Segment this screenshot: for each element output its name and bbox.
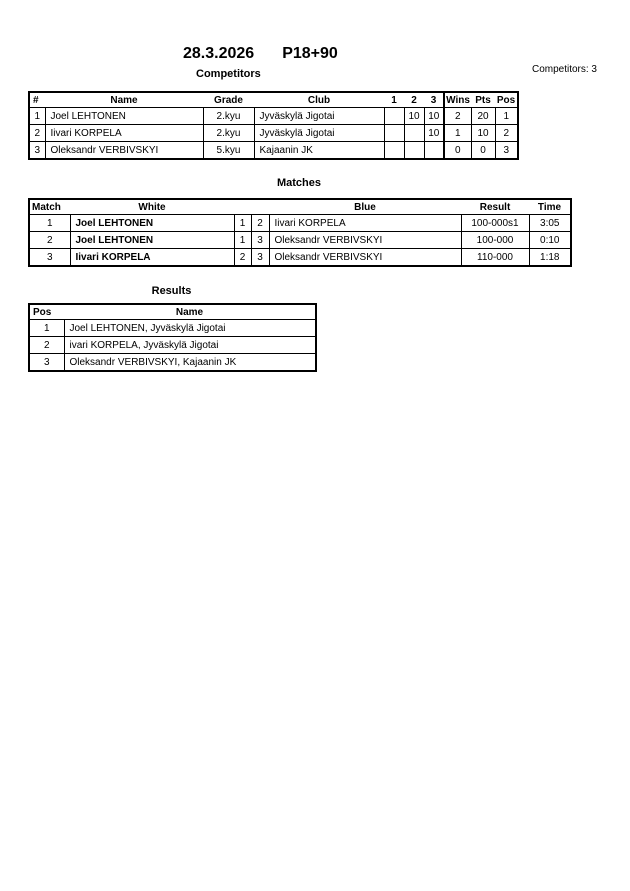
table-row xyxy=(29,249,571,267)
match-number-cell: 1 xyxy=(29,215,70,232)
blue-name-cell: Oleksandr VERBIVSKYI xyxy=(269,232,461,249)
col-header-blue-number xyxy=(251,199,269,215)
competitor-number-cell: 3 xyxy=(29,142,45,160)
competitor-grade-cell: 2.kyu xyxy=(203,125,254,142)
wins-cell: 2 xyxy=(444,108,471,125)
result-cell: 100-000 xyxy=(461,232,529,249)
competitor-club-cell: Jyväskylä Jigotai xyxy=(254,125,384,142)
table-row xyxy=(29,108,518,125)
result-pos-cell: 3 xyxy=(29,354,64,372)
result-cell: 110-000 xyxy=(461,249,529,267)
result-cell: 100-000s1 xyxy=(461,215,529,232)
col-header-pos: Pos xyxy=(29,304,64,320)
col-header-blue: Blue xyxy=(269,199,461,215)
blue-name-cell: Iivari KORPELA xyxy=(269,215,461,232)
competitor-name-cell: Joel LEHTONEN xyxy=(45,108,203,125)
round1-score-cell xyxy=(384,125,404,142)
col-header-match: Match xyxy=(29,199,70,215)
blue-number-cell: 3 xyxy=(251,232,269,249)
pts-cell: 10 xyxy=(471,125,495,142)
competitors-section-title: Competitors xyxy=(196,68,261,80)
round2-score-cell: 10 xyxy=(404,108,424,125)
competitor-name-cell: Oleksandr VERBIVSKYI xyxy=(45,142,203,160)
round1-score-cell xyxy=(384,142,404,160)
competitor-club-cell: Kajaanin JK xyxy=(254,142,384,160)
round2-score-cell xyxy=(404,125,424,142)
competitor-grade-cell: 5.kyu xyxy=(203,142,254,160)
pos-cell: 1 xyxy=(495,108,518,125)
page-title xyxy=(183,45,338,63)
col-header-pos: Pos xyxy=(495,92,518,108)
white-name-cell: Iivari KORPELA xyxy=(70,249,234,267)
results-header-row xyxy=(29,304,316,320)
result-pos-cell: 2 xyxy=(29,337,64,354)
competitor-number-cell: 1 xyxy=(29,108,45,125)
col-header-white: White xyxy=(70,199,234,215)
title-category: P18+90 xyxy=(282,45,338,62)
blue-number-cell: 3 xyxy=(251,249,269,267)
result-name-cell: Oleksandr VERBIVSKYI, Kajaanin JK xyxy=(64,354,316,372)
wins-cell: 0 xyxy=(444,142,471,160)
blue-name-cell: Oleksandr VERBIVSKYI xyxy=(269,249,461,267)
results-table xyxy=(28,303,317,372)
round3-score-cell: 10 xyxy=(424,108,444,125)
result-pos-cell: 1 xyxy=(29,320,64,337)
table-row xyxy=(29,337,316,354)
col-header-pts: Pts xyxy=(471,92,495,108)
pts-cell: 20 xyxy=(471,108,495,125)
competitor-club-cell: Jyväskylä Jigotai xyxy=(254,108,384,125)
result-name-cell: Joel LEHTONEN, Jyväskylä Jigotai xyxy=(64,320,316,337)
competitors-count: Competitors: 3 xyxy=(531,64,597,75)
round2-score-cell xyxy=(404,142,424,160)
col-header-round2: 2 xyxy=(404,92,424,108)
col-header-time: Time xyxy=(529,199,571,215)
time-cell: 1:18 xyxy=(529,249,571,267)
pos-cell: 3 xyxy=(495,142,518,160)
round1-score-cell xyxy=(384,108,404,125)
results-section-title: Results xyxy=(151,285,192,297)
pos-cell: 2 xyxy=(495,125,518,142)
col-header-round3: 3 xyxy=(424,92,444,108)
col-header-round1: 1 xyxy=(384,92,404,108)
title-date: 28.3.2026 xyxy=(183,45,255,62)
time-cell: 3:05 xyxy=(529,215,571,232)
competitors-header-row xyxy=(29,92,518,108)
competitors-table xyxy=(28,91,519,160)
time-cell: 0:10 xyxy=(529,232,571,249)
match-number-cell: 3 xyxy=(29,249,70,267)
wins-cell: 1 xyxy=(444,125,471,142)
col-header-name: Name xyxy=(45,92,203,108)
white-number-cell: 2 xyxy=(234,249,251,267)
competitor-name-cell: Iivari KORPELA xyxy=(45,125,203,142)
competitor-grade-cell: 2.kyu xyxy=(203,108,254,125)
table-row xyxy=(29,320,316,337)
competitor-number-cell: 2 xyxy=(29,125,45,142)
pts-cell: 0 xyxy=(471,142,495,160)
white-name-cell: Joel LEHTONEN xyxy=(70,215,234,232)
table-row xyxy=(29,125,518,142)
table-row xyxy=(29,232,571,249)
col-header-name: Name xyxy=(64,304,316,320)
col-header-wins: Wins xyxy=(444,92,471,108)
white-number-cell: 1 xyxy=(234,232,251,249)
white-number-cell: 1 xyxy=(234,215,251,232)
table-row xyxy=(29,354,316,372)
match-number-cell: 2 xyxy=(29,232,70,249)
col-header-white-number xyxy=(234,199,251,215)
matches-table xyxy=(28,198,572,267)
white-name-cell: Joel LEHTONEN xyxy=(70,232,234,249)
matches-header-row xyxy=(29,199,571,215)
col-header-result: Result xyxy=(461,199,529,215)
blue-number-cell: 2 xyxy=(251,215,269,232)
round3-score-cell: 10 xyxy=(424,125,444,142)
result-name-cell: ivari KORPELA, Jyväskylä Jigotai xyxy=(64,337,316,354)
col-header-number: # xyxy=(29,92,45,108)
table-row xyxy=(29,215,571,232)
col-header-club: Club xyxy=(254,92,384,108)
round3-score-cell xyxy=(424,142,444,160)
table-row xyxy=(29,142,518,160)
matches-section-title: Matches xyxy=(276,177,322,189)
col-header-grade: Grade xyxy=(203,92,254,108)
